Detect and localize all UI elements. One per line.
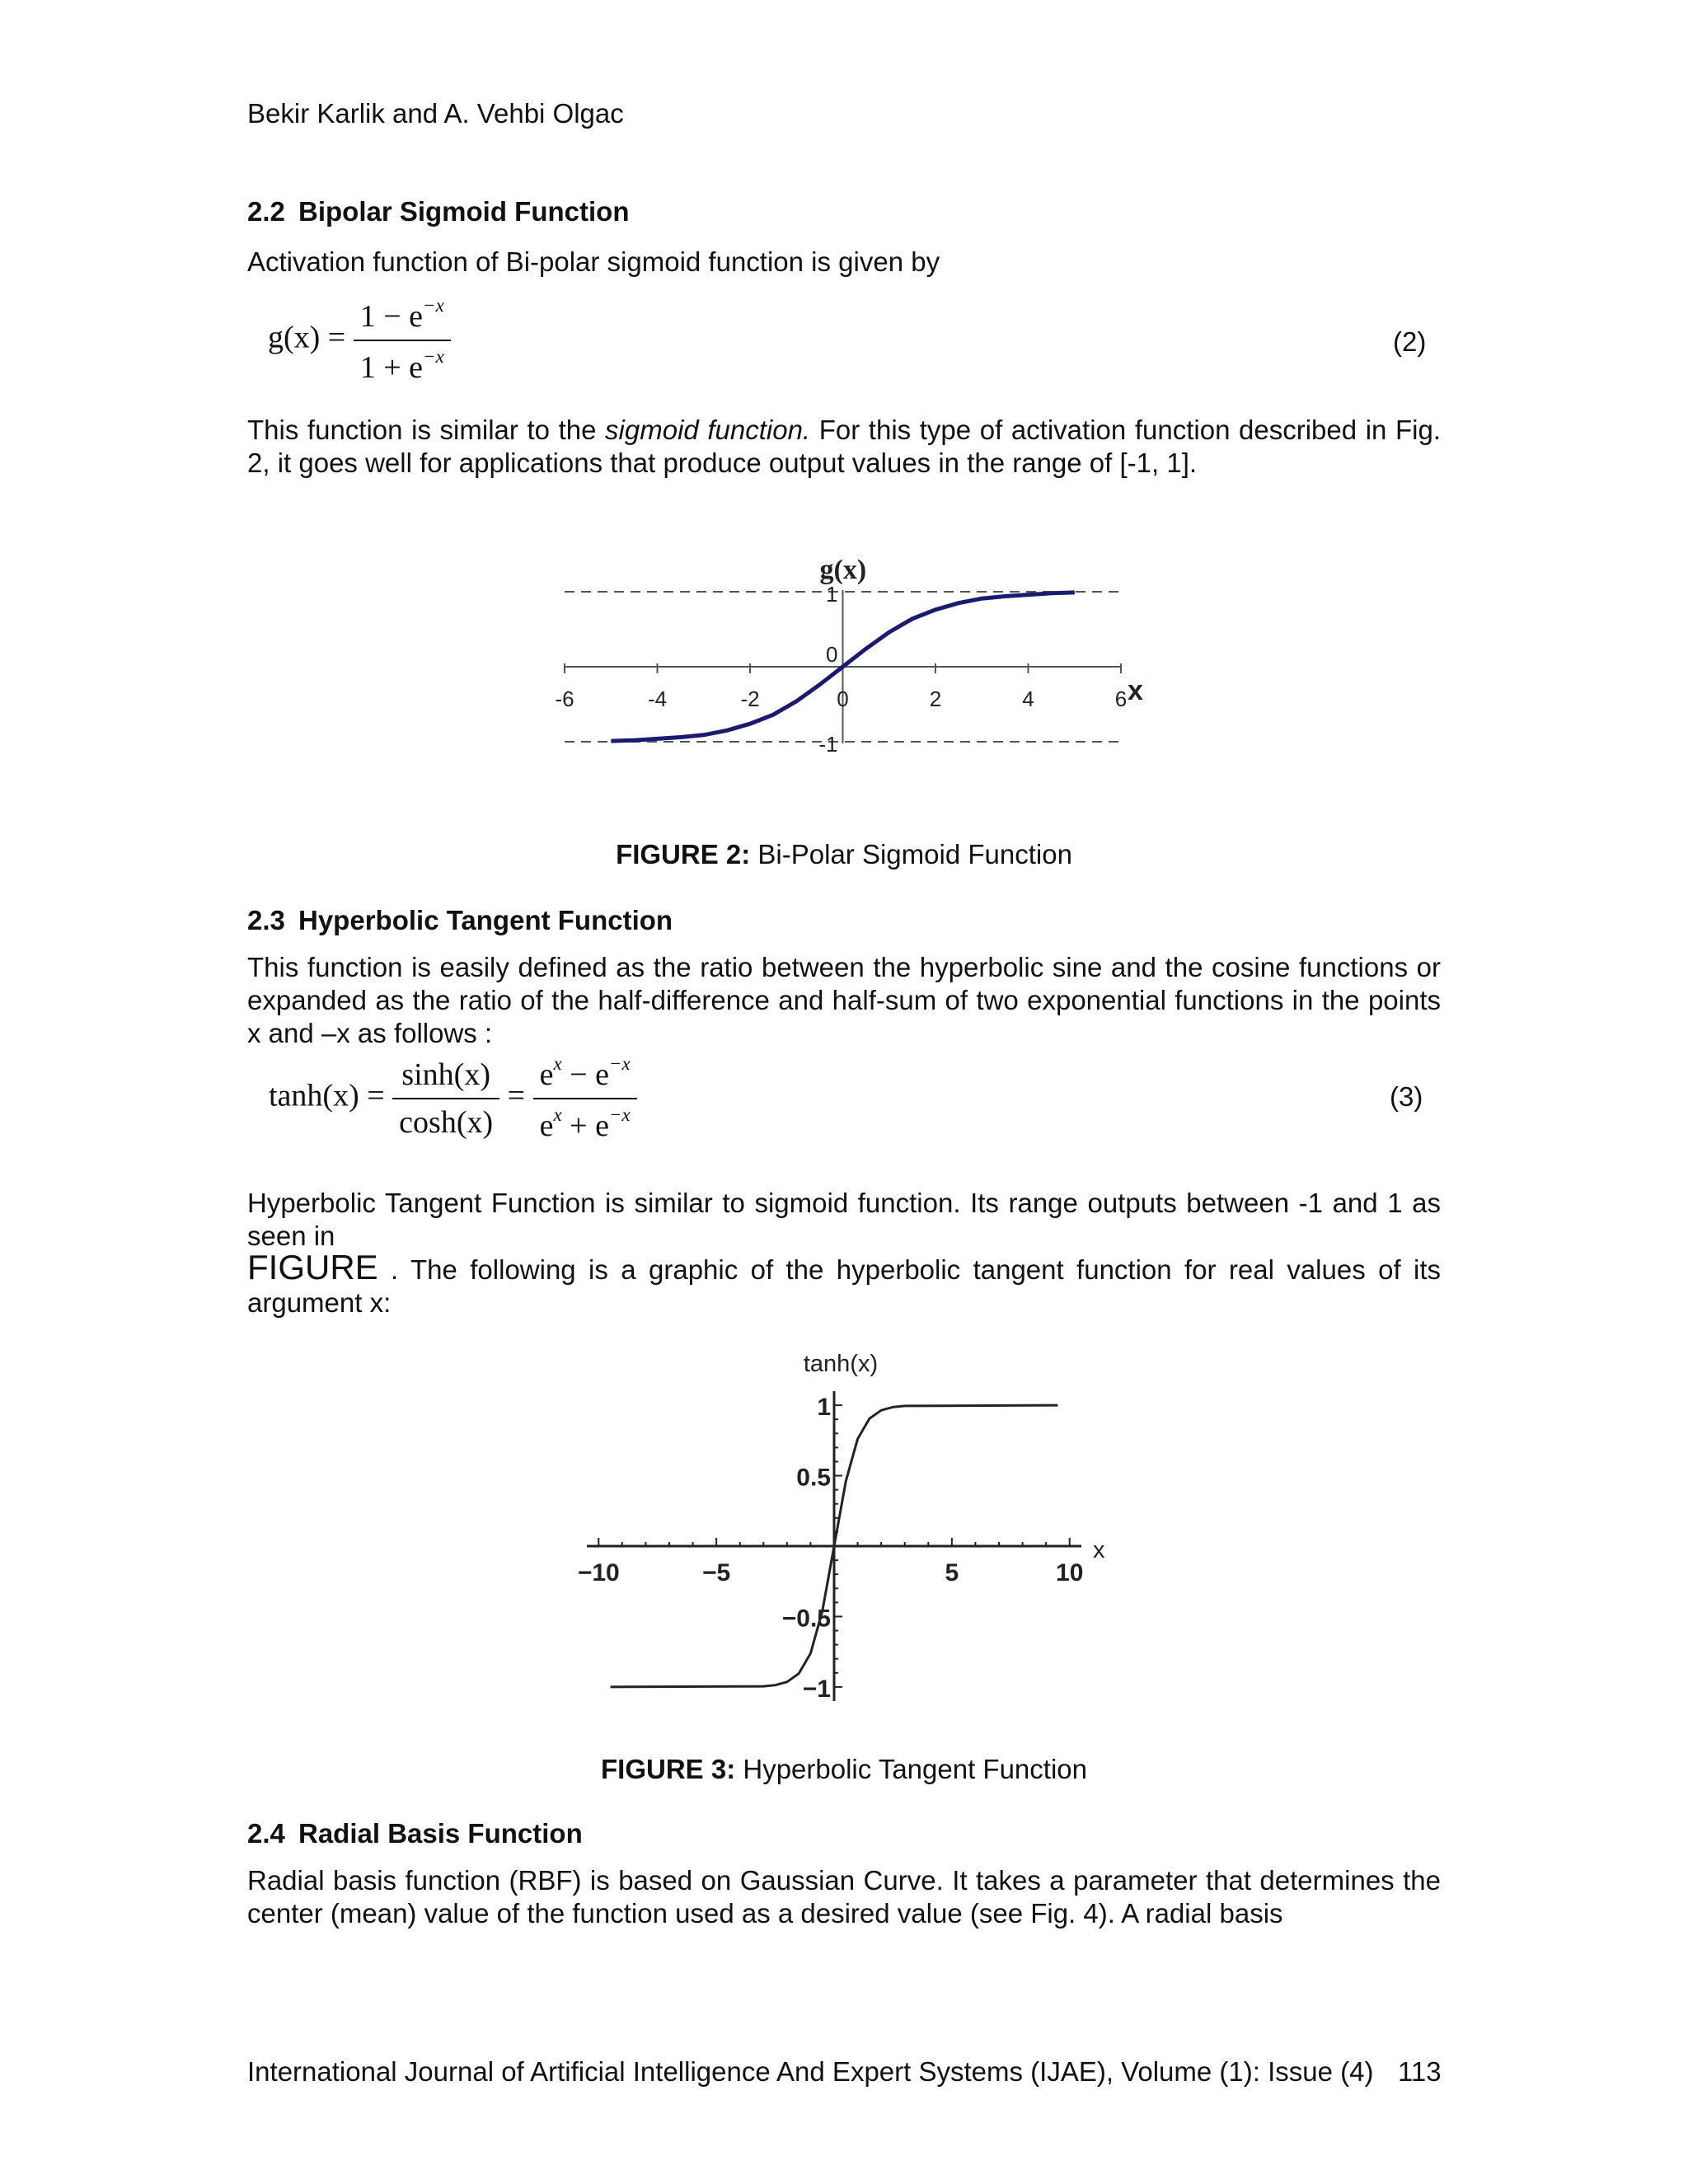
paragraph-2-3-continuation — [247, 1248, 1441, 1319]
caption-label: FIGURE 3: — [601, 1754, 736, 1784]
y-tick-label: −1 — [802, 1675, 831, 1703]
paragraph-2-3-intro: This function is easily defined as the ratio between the hyperbolic sine and the cosine functions or expanded as the ratio of the half-difference and half-sum of two exponential functions in the points x and –x as follows : — [247, 952, 1441, 1048]
caption-text: Hyperbolic Tangent Function — [735, 1754, 1087, 1784]
x-tick-label: -2 — [740, 687, 760, 711]
equation-exponent: x — [553, 1053, 562, 1074]
x-tick-label: 6 — [1114, 687, 1128, 711]
x-tick-label: 2 — [929, 687, 942, 711]
equation-equals: = — [507, 1078, 526, 1113]
figure-3-chart — [577, 1342, 1121, 1721]
y-tick-label: 1 — [826, 582, 838, 607]
section-number: 2.2 — [247, 196, 285, 227]
equation-lhs: g(x) = — [268, 320, 346, 355]
equation-number-3: (3) — [1390, 1081, 1423, 1112]
equation-term: e — [539, 1057, 554, 1092]
y-tick-label: 1 — [817, 1394, 831, 1422]
x-tick-label: 0 — [837, 687, 849, 711]
equation-fraction — [354, 295, 451, 386]
x-tick-label: -4 — [647, 687, 668, 711]
section-title: Hyperbolic Tangent Function — [298, 905, 673, 935]
figure-reference-large: FIGURE — [247, 1248, 378, 1286]
section-title: Bipolar Sigmoid Function — [298, 196, 630, 227]
section-heading-2-2 — [247, 196, 629, 227]
equation-term: − e — [561, 1057, 609, 1092]
equation-number-2: (2) — [1393, 326, 1427, 357]
figure-2-chart — [544, 536, 1154, 758]
x-tick-label: −5 — [702, 1559, 731, 1586]
x-tick-label: 10 — [1056, 1559, 1084, 1586]
text-run: . The following is a graphic of the hyperbolic tangent function for real values of its argument x: — [247, 1254, 1441, 1318]
equation-3 — [269, 1053, 637, 1144]
x-tick-label: -6 — [555, 687, 574, 711]
section-number: 2.4 — [247, 1818, 285, 1849]
section-heading-2-3 — [247, 905, 673, 936]
section-heading-2-4 — [247, 1818, 583, 1849]
y-axis-label: g(x) — [819, 555, 867, 585]
footer-page-number: 113 — [1398, 2056, 1442, 2087]
paragraph-2-3-body — [247, 1187, 1441, 1253]
y-tick-label: −0.5 — [781, 1605, 831, 1633]
paragraph-2-4-intro: Radial basis function (RBF) is based on Gaussian Curve. It takes a parameter that determines the center (mean) value of the function used as a desired value (see Fig. 4). A radial basis — [247, 1865, 1441, 1929]
text-run: This function is similar to the — [247, 415, 606, 445]
x-axis-label: x — [1128, 675, 1143, 706]
caption-label: FIGURE 2: — [616, 839, 751, 869]
running-header: Bekir Karlik and A. Vehbi Olgac — [247, 98, 624, 129]
caption-text: Bi-Polar Sigmoid Function — [750, 839, 1072, 869]
section-number: 2.3 — [247, 905, 285, 935]
y-tick-label: -1 — [818, 732, 838, 757]
text-run: Hyperbolic Tangent Function is similar to sigmoid function. Its range outputs between -1 and 1 as seen in — [247, 1188, 1441, 1251]
equation-exponent: −x — [608, 1053, 631, 1074]
equation-numerator: 1 − e — [359, 299, 424, 334]
equation-exponent: −x — [423, 346, 444, 367]
y-tick-label: 0 — [826, 642, 838, 667]
equation-exponent: x — [553, 1104, 562, 1125]
equation-exponent: −x — [423, 295, 444, 316]
equation-numerator: sinh(x) — [401, 1057, 490, 1092]
x-tick-label: −10 — [577, 1559, 620, 1586]
x-tick-label: 4 — [1022, 687, 1034, 711]
equation-fraction-hyperbolic — [392, 1057, 499, 1141]
equation-term: + e — [561, 1108, 609, 1143]
x-axis-label: x — [1093, 1537, 1105, 1563]
equation-denominator: 1 + e — [359, 350, 424, 385]
figure-3-caption — [0, 1754, 1688, 1785]
y-axis-label: tanh(x) — [803, 1351, 879, 1377]
italic-term: sigmoid function. — [605, 415, 811, 445]
x-tick-label: 5 — [945, 1559, 959, 1586]
equation-exponent: −x — [608, 1104, 631, 1125]
figure-2-caption — [0, 839, 1688, 870]
equation-denominator: cosh(x) — [392, 1098, 499, 1141]
y-tick-label: 0.5 — [796, 1464, 831, 1492]
equation-term: e — [539, 1108, 554, 1143]
paragraph-2-2-body — [247, 414, 1441, 480]
footer-journal: International Journal of Artificial Intelligence And Expert Systems (IJAE), Volume (1): Issue (4) — [247, 2056, 1374, 2087]
equation-fraction-exponential — [533, 1053, 637, 1144]
equation-lhs: tanh(x) = — [269, 1078, 385, 1113]
text-run: For this type of activation function described in Fig. 2, it goes well for applications that produce output values in the range of [-1, 1]. — [247, 415, 1441, 478]
section-title: Radial Basis Function — [298, 1818, 583, 1849]
equation-2 — [268, 295, 451, 386]
paragraph-2-2-intro: Activation function of Bi-polar sigmoid function is given by — [247, 246, 940, 277]
tick-labels — [578, 1394, 1084, 1703]
